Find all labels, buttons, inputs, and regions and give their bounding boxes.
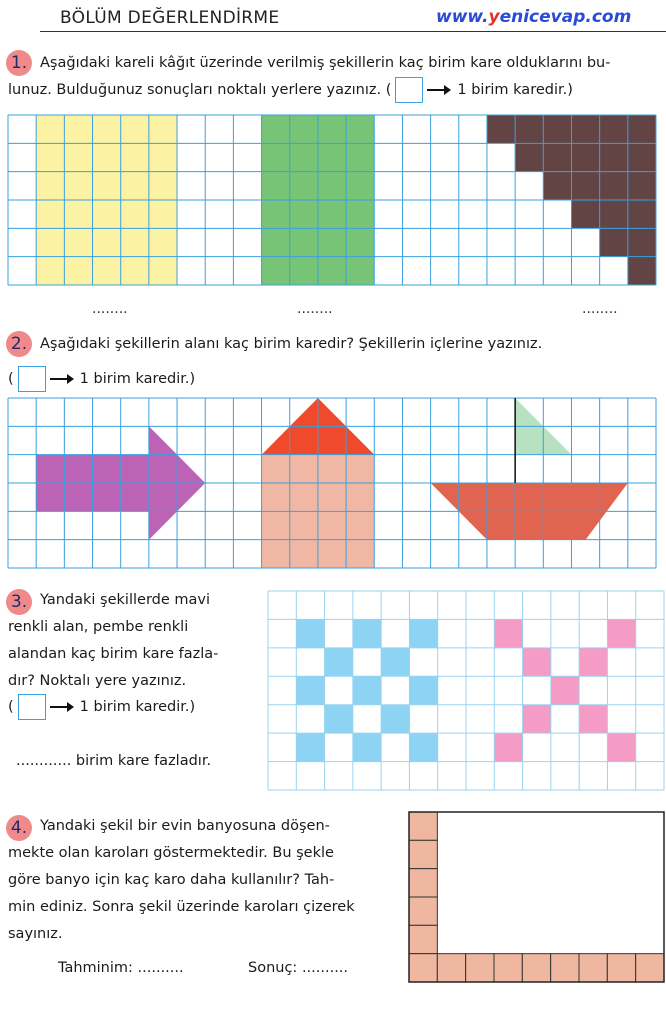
blue-square [325, 705, 353, 733]
question-3-answer-dots[interactable]: ............ [16, 753, 72, 769]
result-label: Sonuç: [248, 960, 298, 976]
arrow-right-icon [427, 89, 449, 91]
result-row [248, 955, 348, 982]
floor-tile [409, 869, 437, 897]
question-4-line-4: min ediniz. Sonra şekil üzerinde karoları çizerek [8, 899, 355, 915]
pink-square [551, 676, 579, 704]
question-1-line-2-text: lunuz. Bulduğunuz sonuçları noktalı yerlere yazınız. ( [8, 82, 392, 98]
question-4-line-5: sayınız. [8, 926, 63, 942]
question-1-line-2 [8, 77, 573, 103]
question-2-line-1: Aşağıdaki şekillerin alanı kaç birim karedir? Şekillerin içlerine yazınız. [40, 336, 543, 352]
blue-square [353, 619, 381, 647]
question-3-line-1: Yandaki şekillerde mavi [40, 592, 210, 608]
question-3-unit-text: 1 birim karedir.) [79, 699, 196, 715]
floor-tile [437, 954, 465, 982]
pink-square [579, 705, 607, 733]
blue-square [409, 619, 437, 647]
floor-tile [579, 954, 607, 982]
result-dots[interactable]: .......... [301, 960, 349, 976]
question-4-line-1: Yandaki şekil bir evin banyosuna döşen- [40, 818, 330, 834]
pink-square [523, 648, 551, 676]
floor-tile [409, 925, 437, 953]
page-title: BÖLÜM DEĞERLENDİRME [60, 8, 280, 28]
answer-2-dots[interactable]: ........ [297, 301, 333, 317]
question-1-grid [8, 115, 656, 285]
pink-square [607, 619, 635, 647]
brown-staircase-row [515, 143, 656, 171]
estimate-dots[interactable]: .......... [137, 960, 184, 976]
question-3-line-4: dır? Noktalı yere yazınız. [8, 673, 187, 689]
estimate-row [58, 955, 184, 982]
pink-square [494, 619, 522, 647]
floor-tile [607, 954, 635, 982]
floor-tile [409, 840, 437, 868]
question-3-answer-text: birim kare fazladır. [75, 753, 212, 769]
blue-square [409, 733, 437, 761]
question-4-line-2: mekte olan karoları göstermektedir. Bu şekle [8, 845, 334, 861]
arrow-right-icon [50, 706, 72, 708]
question-3-number: 3. [6, 589, 32, 615]
question-2-grid [8, 398, 656, 568]
floor-tile [636, 954, 664, 982]
question-2-unit-open: ( [8, 371, 14, 387]
pink-square [607, 733, 635, 761]
floor-tile [522, 954, 550, 982]
brown-staircase-row [571, 200, 656, 228]
question-3-grid [268, 591, 664, 790]
site-rest: enicevap.com [499, 7, 632, 27]
question-4-line-3: göre banyo için kaç karo daha kullanılır? Tah- [8, 872, 335, 888]
brown-staircase-row [628, 257, 656, 285]
floor-tile [409, 897, 437, 925]
answer-3-dots[interactable]: ........ [582, 301, 618, 317]
blue-square [296, 733, 324, 761]
site-y: y [488, 7, 500, 27]
question-4-number: 4. [6, 815, 32, 841]
question-2-number: 2. [6, 331, 32, 357]
answer-1-dots[interactable]: ........ [92, 301, 128, 317]
pink-square [523, 705, 551, 733]
question-3-unit [8, 694, 195, 720]
floor-tile [551, 954, 579, 982]
blue-square [353, 676, 381, 704]
blue-square [296, 619, 324, 647]
estimate-label: Tahminim: [58, 960, 133, 976]
floor-tile [466, 954, 494, 982]
floor-tile [409, 812, 437, 840]
blue-square [325, 648, 353, 676]
blue-square [409, 676, 437, 704]
site-prefix: www. [436, 7, 489, 27]
question-1-line-1: Aşağıdaki kareli kâğıt üzerinde verilmiş şekillerin kaç birim kare olduklarını bu- [40, 55, 611, 71]
question-3-unit-open: ( [8, 699, 14, 715]
floor-tile [409, 954, 437, 982]
blue-square [381, 648, 409, 676]
unit-square-icon [395, 77, 423, 103]
question-2-unit-text: 1 birim karedir.) [79, 371, 196, 387]
question-3-line-2: renkli alan, pembe renkli [8, 619, 189, 635]
blue-square [353, 733, 381, 761]
question-1-number: 1. [6, 50, 32, 76]
website-link[interactable] [436, 7, 631, 27]
question-3-answer [16, 748, 211, 775]
arrow-right-icon [50, 378, 72, 380]
title-underline [40, 31, 666, 32]
unit-square-icon [18, 366, 46, 392]
question-3-line-3: alandan kaç birim kare fazla- [8, 646, 219, 662]
pink-square [494, 733, 522, 761]
question-1-unit-text: 1 birim karedir.) [457, 82, 573, 98]
question-4-bathroom-tiles [409, 812, 664, 982]
pink-square [579, 648, 607, 676]
blue-square [296, 676, 324, 704]
question-2-unit [8, 366, 195, 392]
floor-tile [494, 954, 522, 982]
blue-square [381, 705, 409, 733]
unit-square-icon [18, 694, 46, 720]
